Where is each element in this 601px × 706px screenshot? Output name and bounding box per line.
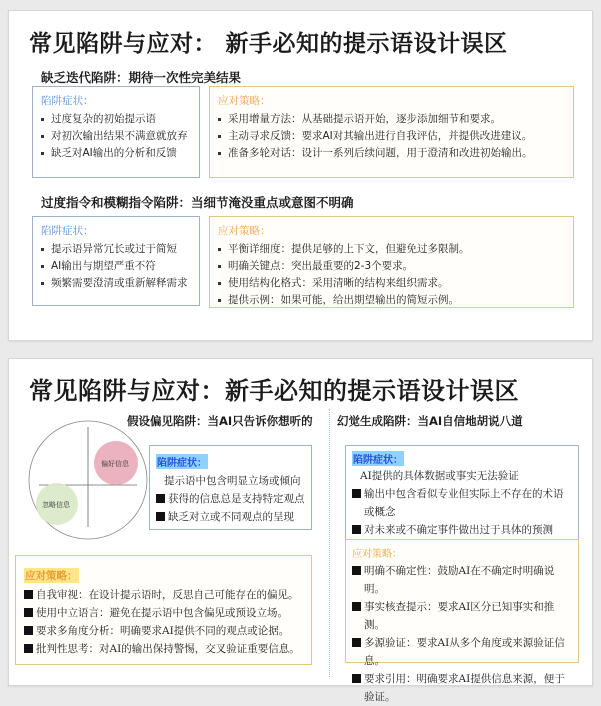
symptom-item: 对初次输出结果不满意就放弃 (41, 128, 189, 145)
symptom-item: 对未来或不确定事件做出过于具体的预测 (352, 521, 572, 539)
bias-strategies-box (15, 555, 312, 665)
strategy-item: 明确不确定性：鼓励AI在不确定时明确说明。 (352, 562, 572, 598)
strategy-item: 要求多角度分析：明确要求AI提供不同的观点或论据。 (24, 622, 303, 640)
symptom-item: 频繁需要澄清或重新解释需求 (41, 275, 189, 292)
strategy-item: 采用增量方法：从基础提示语开始，逐步添加细节和要求。 (218, 111, 563, 128)
preferred-info-label: 偏好信息 (101, 460, 129, 468)
section-2-heading: 过度指令和模糊指令陷阱：当细节淹没重点或意图不明确 (41, 195, 354, 210)
symptom-item: 缺乏对立或不同观点的呈现 (156, 508, 305, 526)
strategy-item: 多源验证：要求AI从多个角度或来源验证信息。 (352, 634, 572, 670)
symptom-lead: AI提供的具体数据或事实无法验证 (360, 470, 519, 482)
symptoms-label: 陷阱症状： (352, 451, 404, 466)
strategies-label: 应对策略： (218, 225, 271, 237)
hallucination-trap-heading: 幻觉生成陷阱：当AI自信地胡说八道 (337, 414, 523, 428)
symptoms-label: 陷阱症状： (41, 95, 94, 107)
symptoms-label: 陷阱症状： (41, 225, 94, 237)
section-1-strategies-box (209, 86, 574, 178)
symptom-item: AI输出与期望严重不符 (41, 258, 189, 275)
symptom-item: 提示语异常冗长或过于简短 (41, 241, 189, 258)
strategy-item: 提供示例：如果可能，给出期望输出的简短示例。 (218, 292, 563, 309)
strategies-label: 应对策略： (25, 570, 78, 582)
slide-1-title: 常见陷阱与应对： 新手必知的提示语设计误区 (29, 31, 508, 57)
symptom-item: 获得的信息总是支持特定观点 (156, 490, 305, 508)
strategies-label: 应对策略： (352, 549, 402, 560)
section-2-symptoms-box (32, 216, 200, 306)
slide-2 (8, 358, 593, 703)
strategy-item: 自我审视：在设计提示语时，反思自己可能存在的偏见。 (24, 586, 303, 604)
strategies-label: 应对策略： (218, 95, 271, 107)
bias-diagram (21, 417, 159, 541)
slide-2-title: 常见陷阱与应对：新手必知的提示语设计误区 (29, 377, 519, 405)
symptom-lead: 提示语中包含明显立场或倾向 (164, 475, 301, 487)
strategy-item: 明确关键点：突出最重要的2-3个要求。 (218, 258, 563, 275)
symptom-item: 缺乏对AI输出的分析和反馈 (41, 145, 189, 162)
section-2-strategies-box (209, 216, 574, 308)
symptom-item: 输出中包含看似专业但实际上不存在的术语或概念 (352, 485, 572, 521)
ignored-info-label: 忽略信息 (42, 501, 70, 509)
strategy-item: 批判性思考：对AI的输出保持警惕，交叉验证重要信息。 (24, 640, 303, 658)
strategy-item: 使用中立语言：避免在提示语中包含偏见或预设立场。 (24, 604, 303, 622)
bias-quadrant-icon (21, 417, 159, 541)
strategy-item: 事实核查提示：要求AI区分已知事实和推测。 (352, 598, 572, 634)
strategy-item: 使用结构化格式：采用清晰的结构来组织需求。 (218, 275, 563, 292)
slide-1 (8, 10, 593, 341)
hallucination-strategies-box (345, 539, 579, 703)
strategy-item: 要求引用：明确要求AI提供信息来源，便于验证。 (352, 670, 572, 706)
strategy-item: 平衡详细度：提供足够的上下文，但避免过多限制。 (218, 241, 563, 258)
strategy-item: 主动寻求反馈：要求AI对其输出进行自我评估，并提供改进建议。 (218, 128, 563, 145)
section-1-symptoms-box (32, 86, 200, 178)
bias-symptoms-box (149, 445, 312, 530)
section-1-heading: 缺乏迭代陷阱：期待一次性完美结果 (41, 70, 242, 85)
symptoms-label: 陷阱症状： (156, 454, 208, 469)
column-divider (329, 409, 330, 677)
strategy-item: 准备多轮对话：设计一系列后续问题，用于澄清和改进初始输出。 (218, 145, 563, 162)
hallucination-symptoms-box (345, 445, 579, 541)
symptom-item: 过度复杂的初始提示语 (41, 111, 189, 128)
bias-trap-heading: 假设偏见陷阱：当AI只告诉你想听的 (127, 414, 313, 428)
